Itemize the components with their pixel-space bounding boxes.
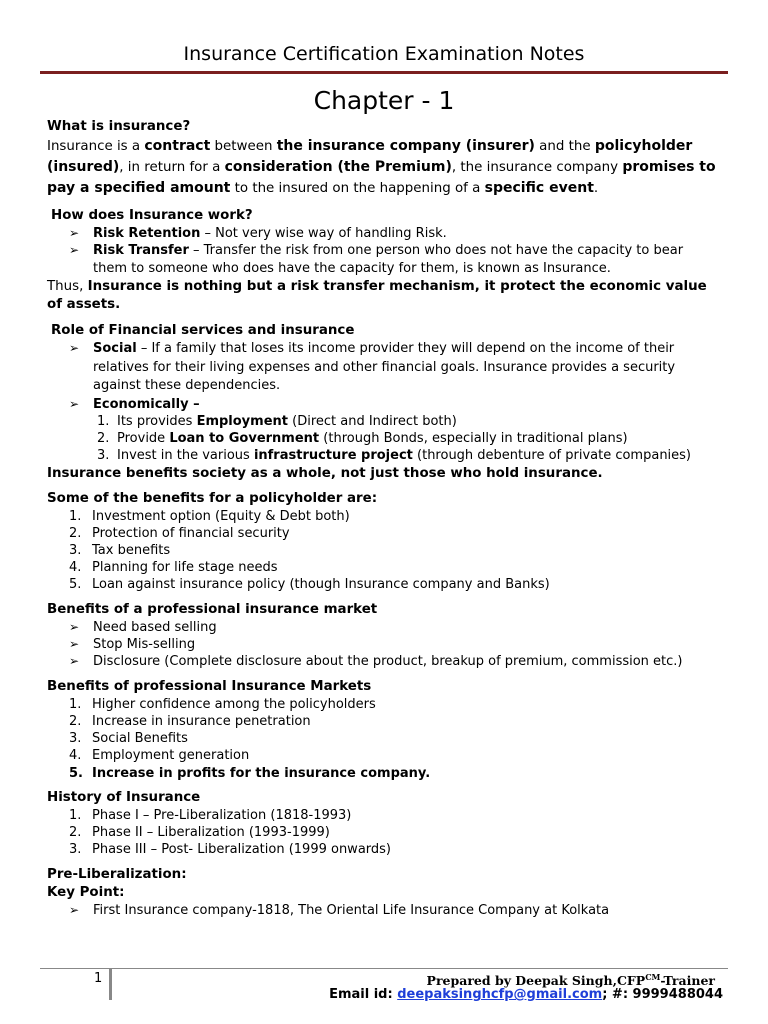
list-item: 1. Its provides Employment (Direct and Indirect both) [97, 413, 457, 429]
arrow-bullet-icon: ➢ [69, 341, 80, 355]
arrow-bullet-icon: ➢ [69, 396, 80, 411]
list-item: 2. Protection of financial security [69, 525, 290, 541]
history-heading: History of Insurance [47, 789, 201, 805]
list-item: 1. Phase I – Pre-Liberalization (1818-1993) [69, 807, 352, 823]
list-item: 5. Loan against insurance policy (though Insurance company and Banks) [69, 576, 550, 592]
list-item: 2. Provide Loan to Government (through Bonds, especially in traditional plans) [97, 430, 628, 446]
list-item: ➢ Risk Transfer – Transfer the risk from one person who does not have the capacity to bear them to someone who does have the capacity for them, is known as Insurance. [69, 243, 684, 276]
arrow-bullet-icon: ➢ [69, 902, 80, 917]
markets-heading: Benefits of professional Insurance Markets [47, 678, 372, 694]
arrow-bullet-icon: ➢ [69, 653, 80, 668]
header-title: Insurance Certification Examination Notes [183, 43, 585, 65]
list-item: 3. Social Benefits [69, 730, 188, 746]
society-summary: Insurance benefits society as a whole, not just those who hold insurance. [47, 465, 603, 481]
role-heading: Role of Financial services and insurance [51, 323, 355, 338]
arrow-bullet-icon: ➢ [69, 243, 80, 257]
page-number: 1 [94, 971, 103, 986]
what-paragraph: Insurance is a contract between the insurance company (insurer) and the policyholder (insured), in return for a consideration (the Premium), the insurance company promises to pay a specified amount to the insured on the happening of a specific event. [47, 138, 716, 196]
list-item: 4. Planning for life stage needs [69, 559, 278, 575]
policyholder-heading: Some of the benefits for a policyholder are: [47, 490, 378, 506]
list-item: 3. Invest in the various infrastructure project (through debenture of private companies) [97, 447, 692, 463]
footer-contact: Email id: deepaksinghcfp@gmail.com; #: 9999488044 [329, 987, 723, 1002]
list-item: 4. Employment generation [69, 747, 250, 763]
document-body [47, 118, 717, 919]
list-item: 2. Increase in insurance penetration [69, 713, 311, 729]
list-item: ➢ First Insurance company-1818, The Oriental Life Insurance Company at Kolkata [69, 902, 610, 918]
list-item: 1. Investment option (Equity & Debt both) [69, 508, 350, 524]
list-item: ➢ Economically – [69, 396, 200, 412]
prepared-by: Prepared by Deepak $Singh,CFP^{CM}$-Trainer [426, 972, 715, 989]
arrow-bullet-icon: ➢ [69, 636, 80, 651]
list-item: ➢ Need based selling [69, 619, 217, 635]
how-heading: How does Insurance work? [51, 208, 253, 223]
market-heading: Benefits of a professional insurance market [47, 601, 378, 617]
list-item: 2. Phase II – Liberalization (1993-1999) [69, 824, 330, 840]
list-item: ➢ Social – If a family that loses its income provider they will depend on the income of their relatives for their living expenses and other financial goals. Insurance provides a security against these dependencies. [69, 341, 676, 393]
list-item: ➢ Disclosure (Complete disclosure about the product, breakup of premium, commission etc.) [69, 653, 683, 669]
footer-divider [109, 968, 112, 1000]
thus-paragraph: Thus, Insurance is nothing but a risk transfer mechanism, it protect the economic value of assets. [47, 279, 707, 312]
prelib-heading: Pre-Liberalization: [47, 866, 187, 882]
key-point-label: Key Point: [47, 884, 125, 900]
list-item: ➢ Risk Retention – Not very wise way of handling Risk. [69, 226, 447, 241]
arrow-bullet-icon: ➢ [69, 226, 80, 240]
list-item: 3. Tax benefits [69, 542, 171, 558]
chapter-title: Chapter - 1 [313, 86, 455, 115]
list-item: 1. Higher confidence among the policyholders [69, 696, 376, 712]
arrow-bullet-icon: ➢ [69, 619, 80, 634]
header-rule [40, 71, 728, 74]
email-link[interactable]: deepaksinghcfp@gmail.com [397, 987, 603, 1002]
list-item: ➢ Stop Mis-selling [69, 636, 196, 652]
list-item: 3. Phase III – Post- Liberalization (1999 onwards) [69, 841, 391, 857]
what-heading: What is insurance? [47, 119, 191, 134]
list-item: 5. Increase in profits for the insurance company. [69, 765, 431, 781]
